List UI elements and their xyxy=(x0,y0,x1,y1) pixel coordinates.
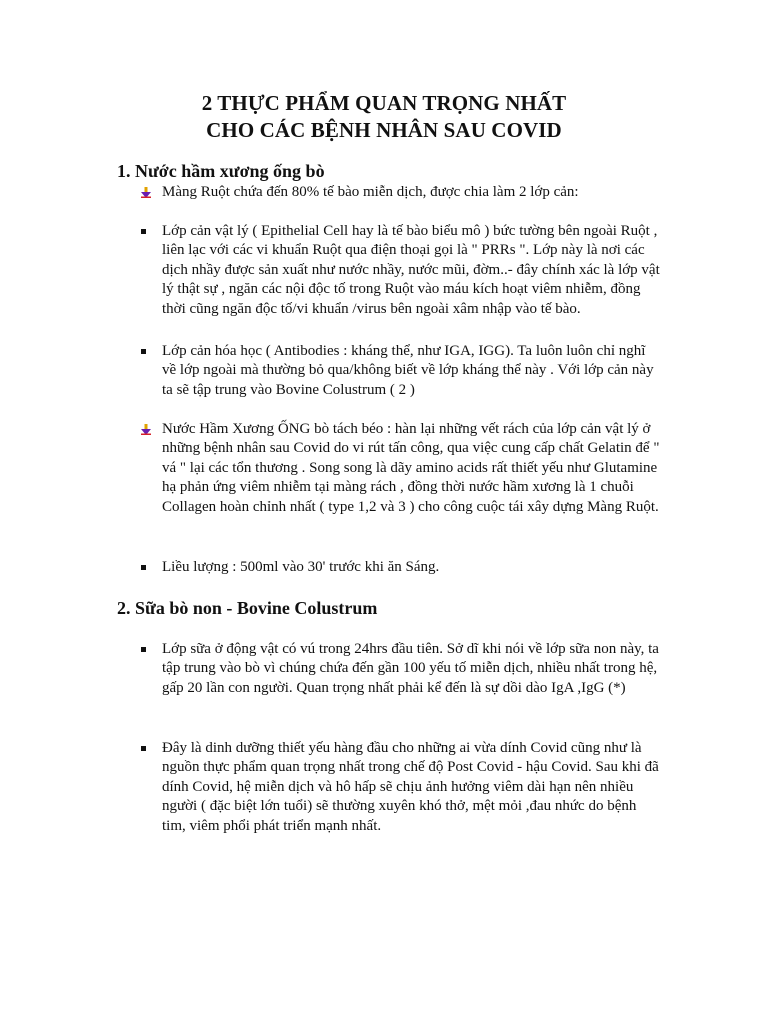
list-item: Lớp cản vật lý ( Epithelial Cell hay là tế bào biểu mô ) bức tường bên ngoài Ruột , liên lạc với các vi khuẩn Ruột qua điện thoại gọi là " PRRs ". Lớp này là nơi các dịch nhầy được sản xuất như nước nhầy, nước mũi, đờm..- đây chính xác là lớp vật lý thật sự , ngăn các nội độc tố trong Ruột vào máu kích hoạt viêm nhiễm, đồng thời cũng ngăn độc tố/vi khuẩn /virus bên ngoài xâm nhập vào tế bào. xyxy=(162,222,662,319)
list-item: Liều lượng : 500ml vào 30' trước khi ăn Sáng. xyxy=(162,558,662,577)
bone-broth-paragraph: Nước Hầm Xương ỐNG bò tách béo : hàn lại những vết rách của lớp cản vật lý ở những bệnh nhân sau Covid do vi rút tấn công, qua việc cung cấp chất Gelatin để " vá " lại các tổn thương . Song song là dãy amino acids rất thiết yếu như Glutamine hạ phản ứng viêm nhiễm tại màng rách , đồng thời nước hầm xương là 1 chuỗi Collagen hoàn chỉnh nhất ( type 1,2 và 3 ) cho công cuộc tái xây dựng Màng Ruột. xyxy=(162,420,662,517)
document-title xyxy=(0,90,768,144)
list-item: Đây là dinh dưỡng thiết yếu hàng đầu cho những ai vừa dính Covid cũng như là nguồn thực phẩm quan trọng nhất trong chế độ Post Covid - hậu Covid. Sau khi đã dính Covid, hệ miễn dịch và hô hấp sẽ chịu ảnh hưởng viêm dài hạn nên nhiều người ( đặc biệt lớn tuổi) sẽ thường xuyên khó thở, mệt mỏi ,đau nhức do bệnh tim, viêm phổi phát triển mạnh nhất. xyxy=(162,739,662,836)
square-bullet-icon xyxy=(141,647,146,652)
section-1-heading: 1. Nước hầm xương ống bò xyxy=(117,161,325,181)
square-bullet-icon xyxy=(141,746,146,751)
arrow-bullet-icon xyxy=(140,187,152,199)
square-bullet-icon xyxy=(141,565,146,570)
title-line-1: 2 THỰC PHẨM QUAN TRỌNG NHẤT xyxy=(201,91,567,115)
section-2-heading: 2. Sữa bò non - Bovine Colustrum xyxy=(117,598,378,618)
square-bullet-icon xyxy=(141,349,146,354)
list-item: Lớp sữa ở động vật có vú trong 24hrs đầu tiên. Sở dĩ khi nói về lớp sữa non này, ta tập trung vào bò vì chúng chứa đến gần 100 yếu tố miễn dịch, nhiều nhất trong hệ, gấp 20 lần con người. Quan trọng nhất phải kể đến là sự dồi dào IgA ,IgG (*) xyxy=(162,640,662,698)
section-1-intro: Màng Ruột chứa đến 80% tế bào miễn dịch, được chia làm 2 lớp cản: xyxy=(162,183,662,202)
title-line-2: CHO CÁC BỆNH NHÂN SAU COVID xyxy=(206,118,562,142)
list-item: Lớp cản hóa học ( Antibodies : kháng thể, như IGA, IGG). Ta luôn luôn chỉ nghĩ về lớp ngoài mà thường bỏ qua/không biết về lớp kháng thể này . Với lớp cản này ta sẽ tập trung vào Bovine Colustrum ( 2 ) xyxy=(162,342,662,400)
square-bullet-icon xyxy=(141,229,146,234)
arrow-bullet-icon xyxy=(140,424,152,436)
